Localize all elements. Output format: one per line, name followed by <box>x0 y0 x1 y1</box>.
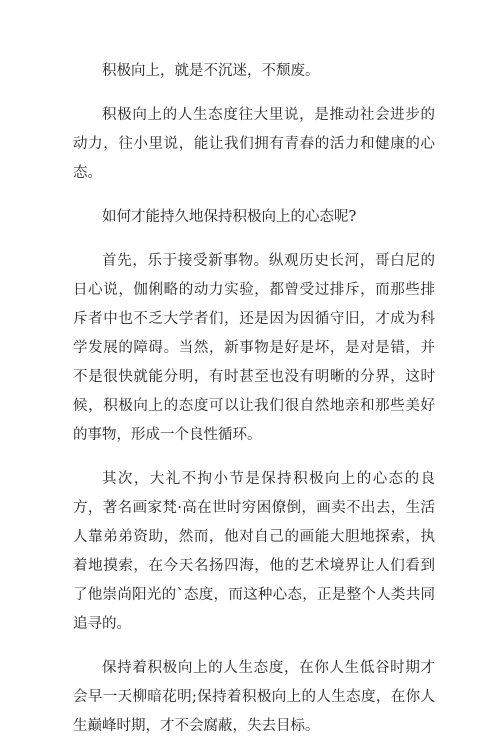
paragraph-6: 保持着积极向上的人生态度，在你人生低谷时期才会早一天柳暗花明;保持着积极向上的人生态度，在你人生巅峰时期，才不会腐蔽，失去目标。 <box>73 660 435 734</box>
paragraph-3: 如何才能持久地保持积极向上的心态呢? <box>102 209 357 225</box>
paragraph-4: 首先，乐于接受新事物。纵观历史长河，哥白尼的日心说，伽俐略的动力实验，都曾受过排斥，而那些排斥者中也不乏大学者们，还是因为因循守旧，才成为科学发展的障碍。当然，新事物是好是坏，是对是错，并不是很快就能分明，有时甚至也没有明晰的分界，这时候，积极向上的态度可以让我们很自然地亲和那些美好的事物，形成一个良性循环。 <box>73 253 435 443</box>
essay-body <box>73 57 435 741</box>
paragraph-2: 积极向上的人生态度往大里说，是推动社会进步的动力，往小里说，能让我们拥有青春的活力和健康的心态。 <box>73 107 435 181</box>
paragraph-1: 积极向上，就是不沉迷，不颓废。 <box>102 63 320 79</box>
paragraph-5: 其次，大礼不拘小节是保持积极向上的心态的良方，著名画家梵·高在世时穷困僚倒，画卖不出去，生活人靠弟弟资助，然而，他对自己的画能大胆地探索，执着地摸索，在今天名扬四海，他的艺术境界让人们看到了他崇尚阳光的`态度，而这种心态，正是整个人类共同追寻的。 <box>73 471 435 632</box>
